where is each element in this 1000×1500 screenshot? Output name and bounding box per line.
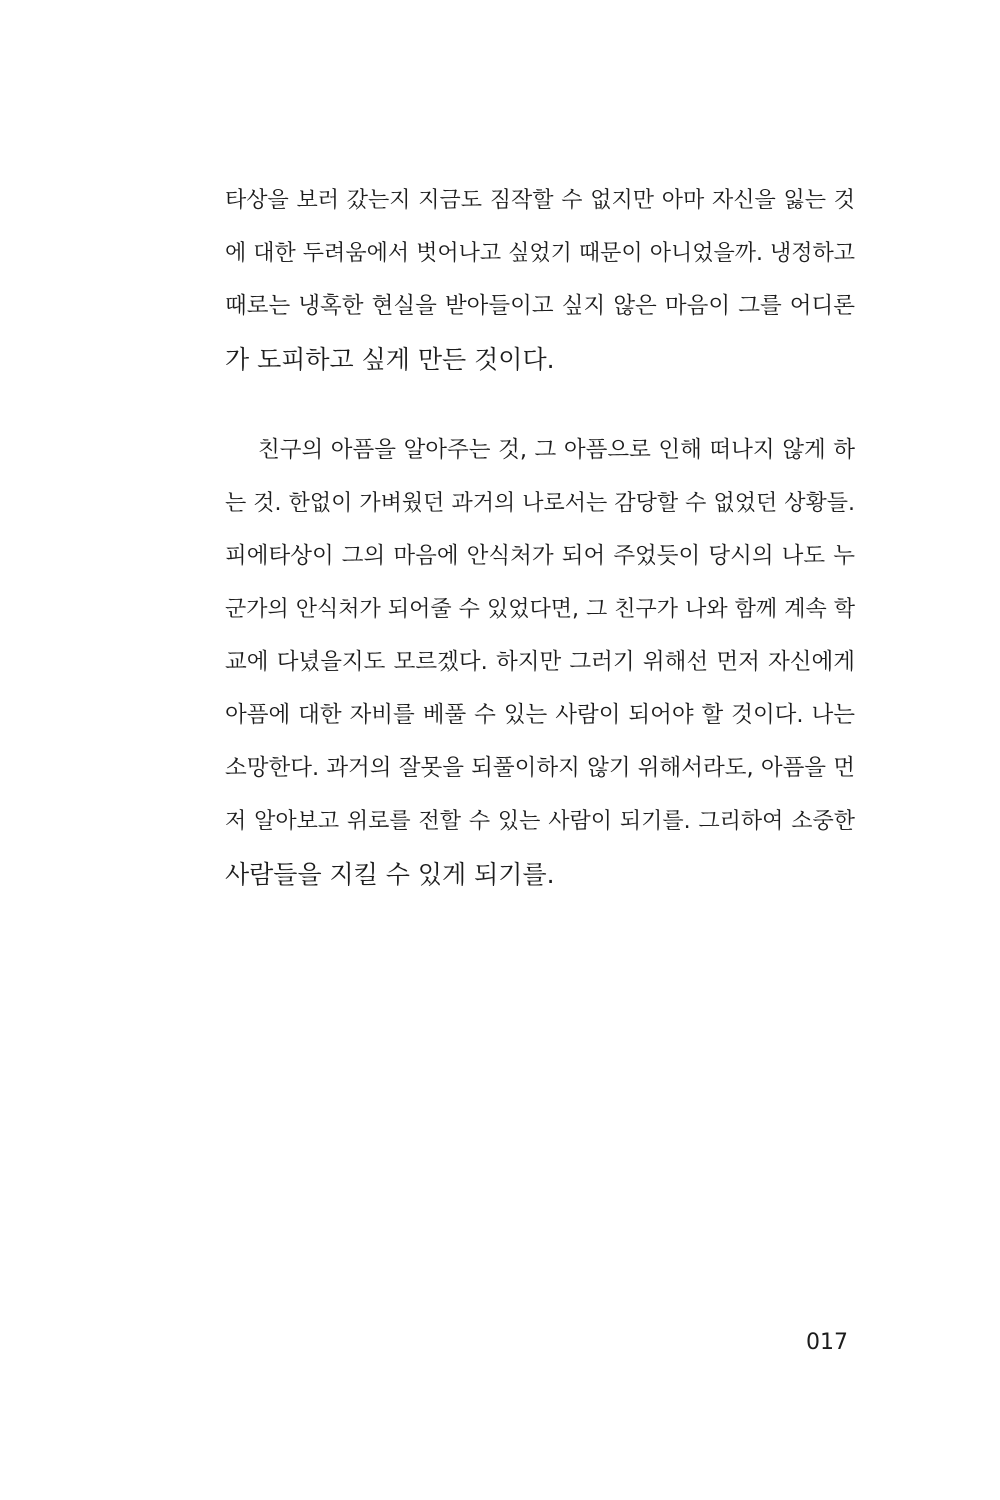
paragraph-line: 아픔에 대한 자비를 베풀 수 있는 사람이 되어야 할 것이다. 나는 <box>225 702 855 728</box>
paragraph-line: 타상을 보러 갔는지 지금도 짐작할 수 없지만 아마 자신을 잃는 것 <box>225 188 855 213</box>
paragraph-line: 소망한다. 과거의 잘못을 되풀이하지 않기 위해서라도, 아픔을 먼 <box>225 755 855 781</box>
paragraph-line: 저 알아보고 위로를 전할 수 있는 사람이 되기를. 그리하여 소중한 <box>225 809 855 834</box>
paragraph-line: 에 대한 두려움에서 벗어나고 싶었기 때문이 아니었을까. 냉정하고 <box>225 241 855 266</box>
paragraph-line: 피에타상이 그의 마음에 안식처가 되어 주었듯이 당시의 나도 누 <box>225 543 855 569</box>
page-number: 017 <box>806 1330 848 1355</box>
paragraph-line: 사람들을 지킬 수 있게 되기를. <box>225 860 555 889</box>
paragraph-line: 가 도피하고 싶게 만든 것이다. <box>225 345 555 374</box>
paragraph-line: 는 것. 한없이 가벼웠던 과거의 나로서는 감당할 수 없었던 상황들. <box>225 491 855 516</box>
paragraph-line: 때로는 냉혹한 현실을 받아들이고 싶지 않은 마음이 그를 어디론 <box>225 293 855 319</box>
paragraph-line: 친구의 아픔을 알아주는 것, 그 아픔으로 인해 떠나지 않게 하 <box>258 437 855 463</box>
paragraph-line: 군가의 안식처가 되어줄 수 있었다면, 그 친구가 나와 함께 계속 학 <box>225 597 855 622</box>
paragraph-line: 교에 다녔을지도 모르겠다. 하지만 그러기 위해선 먼저 자신에게 <box>225 649 855 675</box>
